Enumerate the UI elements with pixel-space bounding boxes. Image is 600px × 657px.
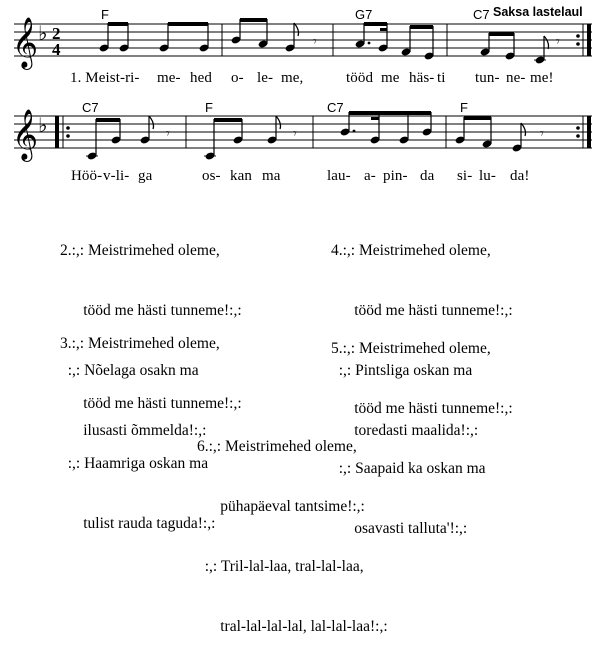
lyric-syllable: pin-	[383, 168, 408, 184]
lyric-syllable: si-	[457, 168, 473, 184]
lyric-syllable: lu-	[479, 168, 496, 184]
treble-clef-icon: 𝄞	[12, 17, 39, 68]
lyric-syllable: da!	[510, 168, 530, 184]
song-title: Saksa lastelaul	[493, 5, 583, 19]
measure-8	[455, 116, 591, 153]
time-signature-top: 2	[52, 24, 61, 43]
verse-line: 3.:,: Meistrimehed oleme,	[60, 335, 220, 352]
treble-clef-icon: 𝄞	[12, 109, 39, 160]
chord-symbol: F	[205, 100, 213, 115]
flat-icon: ♭	[38, 21, 48, 45]
lyric-syllable: tun-	[475, 70, 500, 86]
verse-line: osavasti talluta'!:,:	[331, 520, 468, 537]
chord-symbol: F	[460, 100, 468, 115]
chord-symbol: F	[101, 7, 109, 22]
lyric-syllable: me!	[530, 70, 554, 86]
verse-line: 4.:,: Meistrimehed oleme,	[331, 242, 491, 259]
eighth-rest-icon: 𝄾	[556, 34, 560, 50]
lyric-syllable: da	[420, 168, 435, 184]
verse-line: 6.:,: Meistrimehed oleme,	[197, 438, 357, 455]
verse-line: :,: Saapaid ka oskan ma	[331, 460, 486, 477]
measure-6	[204, 116, 313, 161]
lyric-syllable: ti	[437, 70, 446, 86]
chord-symbol: G7	[355, 7, 373, 22]
measure-7	[340, 111, 446, 148]
verse-line: tööd me hästi tunneme!:,:	[60, 302, 242, 319]
lyric-syllable: 1. Meist-ri-	[70, 70, 140, 86]
verse-line: tööd me hästi tunneme!:,:	[331, 302, 513, 319]
lyric-syllable: o-	[231, 70, 244, 86]
eighth-rest-icon: 𝄾	[540, 126, 544, 142]
verse-line: :,: Pintsliga oskan ma	[331, 362, 473, 379]
verse-line: pühapäeval tantsime!:,:	[197, 498, 365, 515]
lyric-syllable: le-	[257, 70, 274, 86]
verse-line: tulist rauda taguda!:,:	[60, 515, 216, 532]
verse-6	[197, 397, 388, 657]
time-signature-bottom: 4	[52, 40, 61, 59]
verse-line: ilusasti õmmelda!:,:	[60, 422, 207, 439]
measure-3	[355, 22, 447, 61]
staff-1	[14, 24, 592, 56]
lyric-syllable: lau-	[327, 168, 351, 184]
lyric-syllable: tööd	[346, 70, 374, 86]
measure-1	[99, 22, 222, 56]
verse-line: tööd me hästi tunneme!:,:	[60, 395, 242, 412]
lyric-syllable: ma	[262, 168, 281, 184]
lyric-syllable: v-li-	[103, 168, 130, 184]
lyric-syllable: kan	[230, 168, 252, 184]
lyric-syllable: me	[381, 70, 400, 86]
verse-line: :,: Haamriga oskan ma	[60, 455, 209, 472]
eighth-rest-icon: 𝄾	[293, 126, 297, 142]
measure-5	[86, 116, 186, 161]
chord-symbol: C7	[82, 100, 99, 115]
lyric-syllable: a-	[364, 168, 376, 184]
verse-line: :,: Tril-lal-laa, tral-lal-laa,	[197, 558, 364, 575]
lyric-syllable: häs-	[409, 70, 435, 86]
chord-symbol: C7	[473, 7, 490, 22]
lyric-syllable: os-	[202, 168, 221, 184]
verse-line: tral-lal-lal-lal, lal-lal-laa!:,:	[197, 618, 388, 635]
eighth-rest-icon: 𝄾	[166, 126, 170, 142]
lyric-syllable: ne-	[506, 70, 526, 86]
lyric-syllable: ga	[138, 168, 153, 184]
verse-line: :,: Nõelaga osakn ma	[60, 362, 199, 379]
verse-line: tööd me hästi tunneme!:,:	[331, 400, 513, 417]
lyric-syllable: me-	[157, 70, 181, 86]
chord-symbol: C7	[327, 100, 344, 115]
verse-line: toredasti maalida!:,:	[331, 422, 479, 439]
verse-line: 2.:,: Meistrimehed oleme,	[60, 242, 220, 259]
lyric-syllable: hed	[190, 70, 212, 86]
flat-icon: ♭	[38, 113, 48, 137]
eighth-rest-icon: 𝄾	[313, 34, 317, 50]
lyric-syllable: me,	[281, 70, 304, 86]
lyric-syllable: Höö-	[71, 168, 103, 184]
verse-line: 5.:,: Meistrimehed oleme,	[331, 340, 491, 357]
measure-4	[480, 24, 591, 65]
